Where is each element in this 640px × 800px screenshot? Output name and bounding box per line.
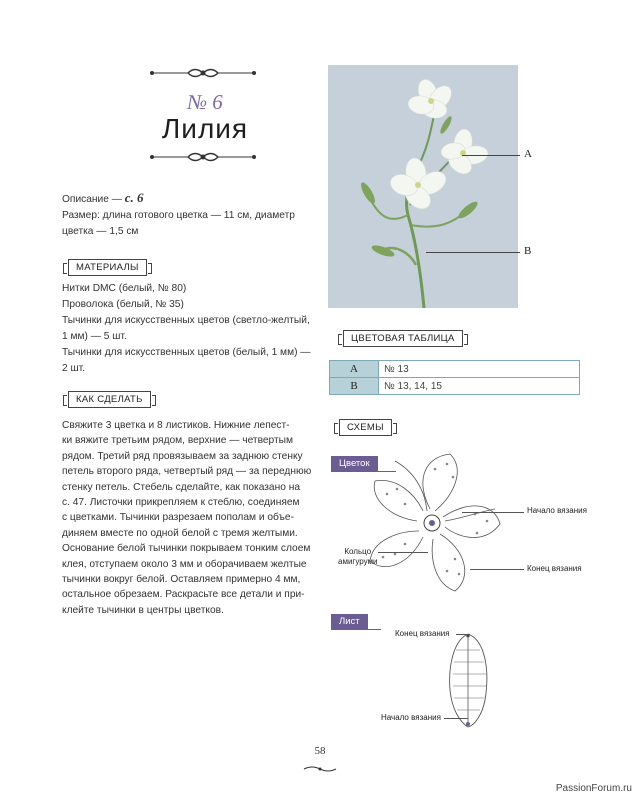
color-key: A	[330, 361, 379, 378]
top-ornament-icon	[148, 66, 258, 80]
description	[62, 190, 318, 240]
materials-item: Тычинки для искусственных цветов (белый, 1 мм) —	[62, 347, 311, 358]
photo-leader-line	[426, 252, 520, 253]
size-line: Размер: длина готового цветка — 11 см, диаметр	[62, 210, 295, 221]
flower-end-label: Конец вязания	[527, 564, 582, 573]
leaf-crochet-diagram	[440, 630, 500, 730]
annotation-line	[462, 512, 524, 513]
schemes-heading: СХЕМЫ	[339, 419, 392, 436]
howto-heading: КАК СДЕЛАТЬ	[68, 391, 151, 408]
howto-line: с цветками. Тычинки разрезаем пополам и объе-	[62, 512, 294, 524]
color-key: B	[330, 378, 379, 395]
howto-line: ки вяжите третьим рядом, верхние — четвертым	[62, 435, 293, 447]
leaf-start-label: Начало вязания	[381, 713, 441, 722]
annotation-line	[444, 718, 468, 719]
howto-line: стенку петель. Стебель сделайте, как показано на	[62, 481, 301, 493]
color-table-heading: ЦВЕТОВАЯ ТАБЛИЦА	[343, 330, 463, 347]
flower-crochet-diagram	[355, 449, 505, 599]
description-label: Описание —	[62, 194, 125, 205]
pattern-number: № 6	[187, 90, 223, 114]
table-row	[330, 378, 580, 395]
leaf-end-label: Конец вязания	[395, 629, 450, 638]
howto-line: Основание белой тычинки покрываем тонким слоем	[62, 543, 311, 555]
color-value: № 13, 14, 15	[379, 378, 580, 395]
materials-list	[62, 281, 318, 377]
howto-text	[62, 418, 318, 618]
description-line	[62, 190, 318, 208]
table-row	[330, 361, 580, 378]
annotation-line	[470, 569, 524, 570]
ring-label-line: Кольцо	[344, 547, 372, 556]
howto-line: рядом. Третий ряд провязываем за заднюю стенку	[62, 450, 303, 462]
materials-item: 2 шт.	[62, 363, 86, 374]
howto-line: с. 47. Листочки прикрепляем к стеблю, соединяем	[62, 497, 300, 509]
tag-underline	[331, 629, 381, 630]
howto-line: остальное обрезаем. Раскрасьте все детали и при-	[62, 589, 305, 601]
bottom-title-ornament-icon	[148, 150, 258, 164]
flower-photo	[328, 65, 518, 308]
materials-item: Нитки DMC (белый, № 80)	[62, 283, 187, 294]
howto-line: диняем вместе по одной белой с тремя желтыми.	[62, 527, 298, 539]
flower-start-label: Начало вязания	[527, 506, 587, 515]
annotation-line	[378, 552, 428, 553]
color-value: № 13	[379, 361, 580, 378]
materials-item: Тычинки для искусственных цветов (светло-желтый,	[62, 315, 310, 326]
ring-label-line: амигуруми	[338, 557, 378, 566]
page-number: 58	[314, 745, 326, 757]
howto-line: клейте тычинки в центры цветков.	[62, 604, 224, 616]
leaf-scheme-tag: Лист	[331, 614, 368, 629]
howto-line: петель второго ряда, четвертый ряд — за переднюю	[62, 466, 312, 478]
annotation-line	[456, 634, 470, 635]
size-line: цветка — 1,5 см	[62, 226, 139, 237]
photo-label-b: B	[524, 245, 532, 257]
photo-leader-line	[462, 155, 520, 156]
description-page-ref[interactable]: с. 6	[124, 190, 144, 205]
materials-heading: МАТЕРИАЛЫ	[68, 259, 147, 276]
page-title: Лилия	[161, 113, 249, 144]
photo-label-a: A	[524, 148, 532, 160]
materials-item: Проволока (белый, № 35)	[62, 299, 184, 310]
page-ornament-icon	[302, 760, 338, 768]
color-table	[329, 360, 580, 395]
flower-scheme-tag: Цветок	[331, 456, 378, 471]
ring-label	[338, 547, 377, 567]
howto-line: клея, отступаем около 3 мм и оборачиваем желтые	[62, 558, 307, 570]
howto-line: тычинки вокруг белой. Оставляем примерно 4 мм,	[62, 574, 301, 586]
watermark: PassionForum.ru	[555, 783, 632, 794]
howto-line: Свяжите 3 цветка и 8 листиков. Нижние лепест-	[62, 420, 290, 431]
materials-item: 1 мм) — 5 шт.	[62, 331, 127, 342]
